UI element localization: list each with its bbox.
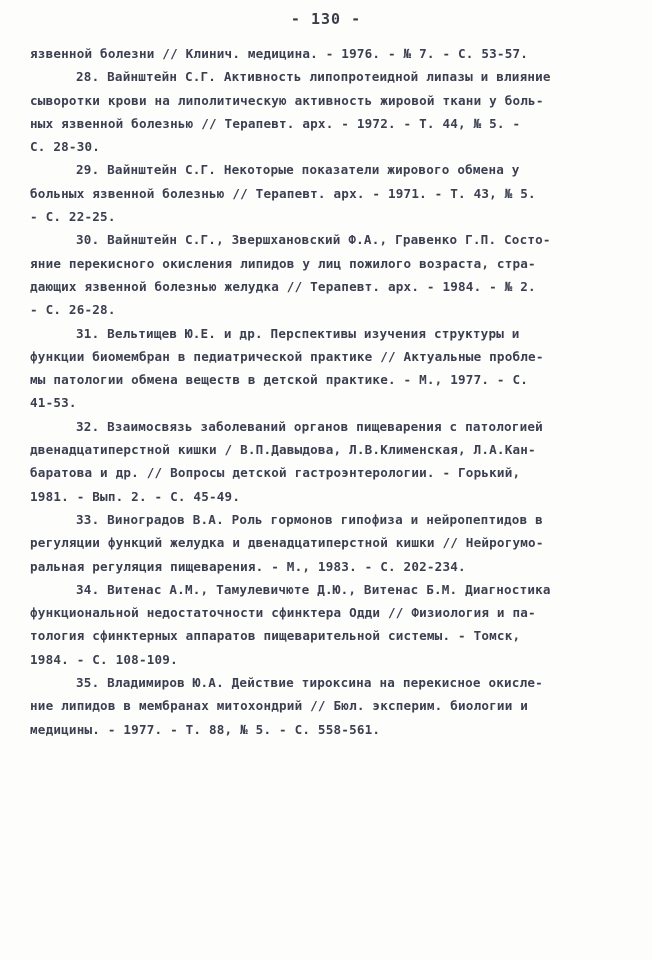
reference-line: яние перекисного окисления липидов у лиц пожилого возраста, стра- [30,255,536,271]
reference-line: больных язвенной болезнью // Терапевт. арх. - 1971. - Т. 43, № 5. [30,185,536,201]
reference-entry [30,65,620,158]
reference-line: - С. 26-28. [30,302,116,318]
reference-line: язвенной болезни // Клинич. медицина. - 1976. - № 7. - С. 53-57. [30,46,529,61]
reference-entry [30,508,620,578]
reference-line: 33. Виноградов В.А. Роль гормонов гипофиза и нейропептидов в [76,511,543,527]
reference-line: регуляции функций желудка и двенадцатиперстной кишки // Нейрогумо- [30,535,544,551]
reference-line: двенадцатиперстной кишки / В.П.Давыдова, Л.В.Клименская, Л.А.Кан- [30,442,536,458]
reference-line: мы патологии обмена веществ в детской практике. - М., 1977. - С. [30,372,529,388]
reference-entry [30,228,620,321]
reference-entry [30,158,620,228]
reference-line: ных язвенной болезнью // Терапевт. арх. - 1972. - Т. 44, № 5. - [30,115,521,131]
reference-entry [30,42,620,65]
reference-line: 32. Взаимосвязь заболеваний органов пищеварения с патологией [76,418,543,434]
reference-line: функции биомембран в педиатрической практике // Актуальные пробле- [30,348,544,364]
reference-line: ральная регуляция пищеварения. - М., 1983. - С. 202-234. [30,558,466,574]
reference-list [30,42,620,741]
reference-entry [30,322,620,415]
reference-line: сыворотки крови на липолитическую активность жировой ткани у боль- [30,92,544,108]
reference-entry [30,415,620,508]
reference-line: 34. Витенас А.М., Тамулевичюте Д.Ю., Витенас Б.М. Диагностика [76,581,551,597]
reference-line: медицины. - 1977. - Т. 88, № 5. - С. 558-561. [30,721,381,737]
reference-line: тология сфинктерных аппаратов пищеварительной системы. - Томск, [30,628,521,644]
reference-line: ние липидов в мембранах митохондрий // Бюл. эксперим. биологии и [30,698,529,714]
reference-line: 28. Вайнштейн С.Г. Активность липопротеидной липазы и влияние [76,69,551,85]
page-number: - 130 - [290,10,362,28]
reference-line: С. 28-30. [30,139,101,155]
reference-line: 1984. - С. 108-109. [30,651,178,667]
reference-line: 29. Вайнштейн С.Г. Некоторые показатели жирового обмена у [76,162,520,178]
reference-line: 35. Владимиров Ю.А. Действие тироксина на перекисное окисле- [76,675,543,691]
reference-line: - С. 22-25. [30,209,116,225]
reference-line: дающих язвенной болезнью желудка // Терапевт. арх. - 1984. - № 2. [30,278,536,294]
reference-line: 1981. - Вып. 2. - С. 45-49. [30,488,241,504]
reference-line: 30. Вайнштейн С.Г., Звершхановский Ф.А., Гравенко Г.П. Состо- [76,232,551,248]
reference-line: 41-53. [30,395,77,411]
reference-line: 31. Вельтищев Ю.Е. и др. Перспективы изучения структуры и [76,325,520,341]
reference-entry [30,578,620,671]
reference-line: баратова и др. // Вопросы детской гастроэнтерологии. - Горький, [30,465,521,481]
reference-line: функциональной недостаточности сфинктера Одди // Физиология и па- [30,605,536,621]
reference-entry [30,671,620,741]
